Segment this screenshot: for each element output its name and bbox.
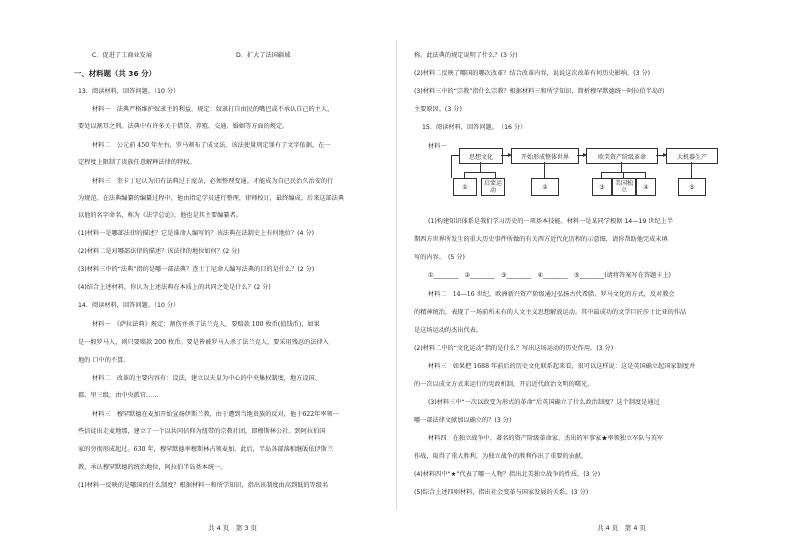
q15-material-3-cont: 的一次以成文方式来运行的宪政机制，开启近代政治文明的曙光。 xyxy=(414,381,594,388)
q14-subquestion-2: (2)材料二反映了哪国的哪次改革？结合改革内容，说说这次改革有何历史影响。(3 分) xyxy=(414,70,651,77)
q15-answer-blanks: ①________ ②________ ③________ ④________ ⑤________(请将答案写在答题卡上) xyxy=(428,272,671,279)
diagram-box-american-independence: 美国独立 xyxy=(612,178,636,196)
q14-material-3-cont: 些信徒出走麦地那，建立了一个以共同信仰为纽带的宗教社团，即穆斯林公社。到阿拉伯国 xyxy=(78,428,326,435)
q15-subquestion-4: (4)材料四中“★”代表了哪一人物？指出北美独立战争的性质。(3 分) xyxy=(414,471,601,478)
page-footer-4: 共 4 页 第 4 页 xyxy=(597,524,647,532)
q13-material-3-cont: 为规范。在法典编纂的编纂过程中，他由指定学员进行整理，律师校订，最终编成。后来这部法典 xyxy=(78,195,345,202)
q15-material-3: 材料三 如果把 1688 年前后的历史文化联系起来看，很可以这样说：这是英国确立起国家制度并 xyxy=(428,363,696,370)
q14-material-1: 材料一 《萨拉法典》规定：割伤并杀了法兰克人，要赔款 100 枚币(值钱币)，如果 xyxy=(92,321,320,328)
diagram-box-thought-culture: 思想文化 xyxy=(459,148,503,164)
q15-subquestion-1: (1)构建知识体系是我们学习历史的一项基本技能。材料一是某同学根据 14—19 世纪上半 xyxy=(428,218,674,225)
diagram-box-enlightenment: 启蒙运动 xyxy=(481,178,505,196)
q15-subquestion-1-cont: 期西方世界所发生的重大历史事件所做的有关西方近代化历程的示意图，请你帮助他完成未填 xyxy=(414,236,668,243)
q14-subquestion-3-cont: 主要原因。(3 分) xyxy=(414,106,462,113)
q13-subquestion-4: (4)结合上述材料，你认为上述法典在本质上的共同之处是什么？(2 分) xyxy=(78,284,271,291)
q15-intro: 15．阅读材料，回答问题。 （16 分） xyxy=(422,124,527,131)
q15-subquestion-5: (5)综合上述四则材料，指出社会变革与国家发展的关系。(3 分) xyxy=(414,489,589,496)
q13-material-3-cont2: 以他的名字命名，称为《法学总论》，他也是其主要编纂者。 xyxy=(78,212,242,219)
q15-material-1-label: 材料一 xyxy=(428,143,447,150)
q15-subquestion-2: (2)材料二中的“文化运动”指的是什么？写出这场运动的历史作用。(3 分) xyxy=(414,345,614,352)
option-d: D．扩大了法国疆域 xyxy=(236,52,291,59)
q15-material-2-cont2: 是这场运动的杰出代表。 xyxy=(414,327,483,334)
q14-cont-line: 称。此法典的规定说明了什么？(3 分) xyxy=(414,52,518,59)
q14-material-2-cont: 郡、里三级，由中央派官…… xyxy=(78,392,159,399)
q15-material-4: 材料四 在独立战争中，著名的资产阶级革命家、杰出的军事家★率领独立军队与英军 xyxy=(428,435,664,442)
q13-material-1: 材料一 法典严格维护奴隶主的利益，规定：奴隶打自由民的嘴巴或不承认自己的主人， xyxy=(92,106,334,113)
diagram-blank-1: ① xyxy=(453,178,477,196)
diagram-blank-3: ③ xyxy=(592,178,612,196)
section-title: 一、材料题（共 36 分） xyxy=(74,69,156,78)
q13-material-2: 材料二 公元前 450 年左右，罗马颁布了成文法。该法使量刑定罪有了文字依据，在一 xyxy=(92,142,331,149)
diagram-arrow xyxy=(501,155,511,156)
q13-subquestion-3: (3)材料三中的“法典”指的是哪一部法典？查士丁尼命人编写法典的目的是什么？(2 分) xyxy=(78,266,315,273)
q14-material-1-cont: 是一般罗马人，则只要赔款 200 枚币。要是皆被罗马人杀了法兰克人，要采用残忍的法律入 xyxy=(78,339,329,346)
diagram-blank-2: ② xyxy=(531,178,559,196)
q14-subquestion-1: (1)材料一反映的是哪国的什么制度？根据材料一和所学知识，指出该制度由高到低的等级名 xyxy=(78,482,329,489)
exam-page-4 xyxy=(397,0,794,560)
q15-material-2-cont: 的精神统治，表现了一场前所未有的人文主义思想解放运动。其中最成功的文学巨匠莎士比亚的作品 xyxy=(414,309,687,316)
q14-material-3-cont2: 家的穷彻形成起过。630 年，穆罕默德率穆斯林占领麦加。此后，半岛各部落相继皈依伊斯兰 xyxy=(78,446,334,453)
diagram-box-world-formation: 开始形成整体世界 xyxy=(511,148,579,164)
q13-material-2-cont: 定程度上限制了贵族任意解释法律的特权。 xyxy=(78,159,196,166)
q14-material-3: 材料三 穆罕默德在麦加开始宣扬伊斯兰教，由于遭到当地贵族的反对，他于622年率领一 xyxy=(92,411,339,418)
q14-intro: 14．阅读材料，回答问题。（10 分） xyxy=(78,302,180,309)
q13-material-3: 材料三 奎卡丁尼认为旧有法典过于庞杂，必须整理变通。才能成为自已民治久治安的行 xyxy=(92,178,334,185)
q13-material-1-cont: 要处以割耳之刑。法典中有许多关于借贷、养殖、交通、婚姻等方面的规定。 xyxy=(78,123,289,130)
q15-material-2: 材料二 14—16 世纪，欧洲新兴资产阶级通过弘扬古代希腊、罗马文化的方式，反对教会 xyxy=(428,291,675,298)
q14-material-3-cont3: 教，承认穆罕默德的统治地位，阿拉伯半岛基本统一。 xyxy=(78,464,227,471)
diagram-blank-5: ⑤ xyxy=(678,178,706,196)
q14-material-2: 材料二 改革的主要内容有：设法，建立以天皇为中心的中央集权制度，地方设国、 xyxy=(92,375,321,382)
page-footer-3: 共 4 页 第 3 页 xyxy=(208,524,258,532)
q14-material-1-cont2: 地的 口中的不算。 xyxy=(78,357,130,364)
q15-subquestion-3-cont: 哪一部法律文献加以确立的？(3 分) xyxy=(414,417,512,424)
diagram-arrow xyxy=(656,155,666,156)
q14-subquestion-3: (3)材料三中的“宗教”指什么宗教？根据材料三和所学知识，简析穆罕默德统一阿拉伯半岛的 xyxy=(414,88,665,95)
diagram-arrow xyxy=(577,155,586,156)
q15-subquestion-1-cont2: 写的内容。 (5 分) xyxy=(414,254,465,261)
diagram-blank-4: ④ xyxy=(636,178,656,196)
q13-intro: 13．阅读材料，回答问题。（10 分） xyxy=(78,88,180,95)
q15-material-4-cont: 作战，取得了重大胜利，为独立战争的胜利作出了重要的贡献。 xyxy=(414,453,588,460)
diagram-box-bourgeois-revolution: 欧美资产阶级革命 xyxy=(586,148,658,164)
diagram-box-machine-production: 大机器生产 xyxy=(666,148,718,164)
q13-subquestion-2: (2)材料二是对哪部法律的描述？该法律的地位如何？(2 分) xyxy=(78,248,240,255)
option-c: C．促进了工商业发展 xyxy=(92,52,153,59)
q13-subquestion-1: (1)材料一是哪部法律的描述？它是谁命人编写的？该法典在法制史上有何地位？(4 分) xyxy=(78,230,315,237)
q15-subquestion-3: (3)材料三中“一次以政变为形式的革命”后英国确立了什么政治制度？这个制度是通过 xyxy=(428,399,660,406)
